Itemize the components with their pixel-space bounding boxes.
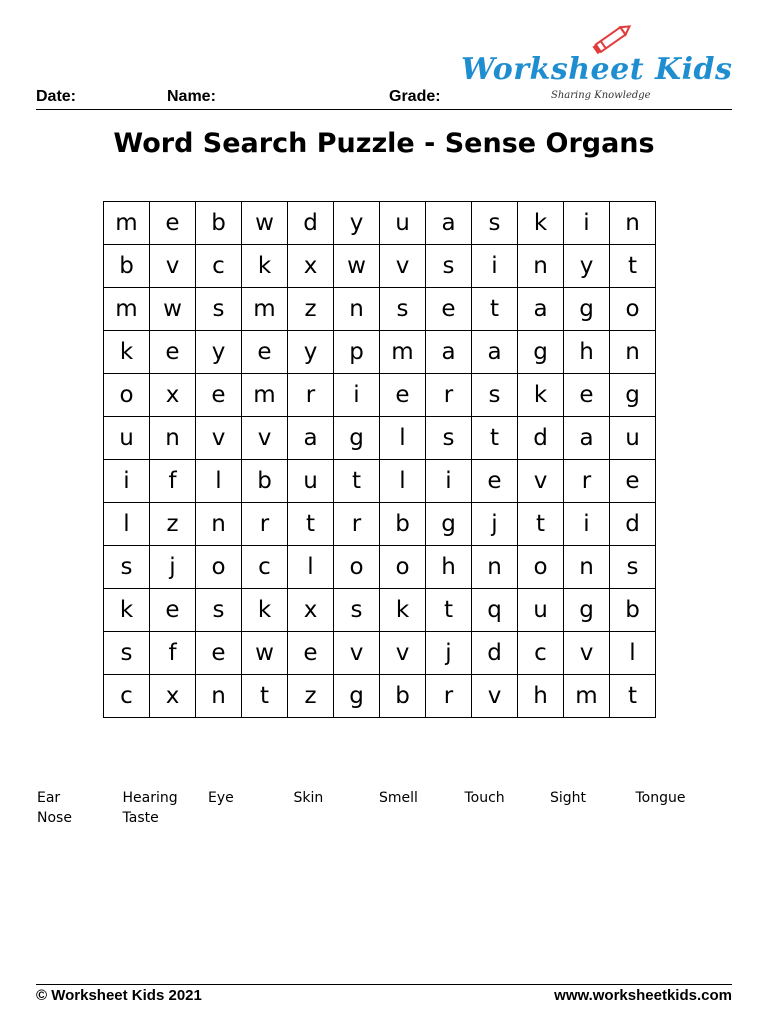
- grid-cell: g: [334, 675, 380, 718]
- grid-cell: q: [472, 589, 518, 632]
- grid-cell: e: [196, 374, 242, 417]
- grid-cell: e: [380, 374, 426, 417]
- word-list-item: Ear: [37, 790, 61, 806]
- grid-cell: x: [150, 675, 196, 718]
- grade-label: Grade:: [389, 88, 441, 105]
- footer-divider: [36, 984, 732, 985]
- grid-cell: v: [472, 675, 518, 718]
- grid-cell: a: [426, 202, 472, 245]
- grid-cell: b: [610, 589, 656, 632]
- grid-cell: t: [610, 245, 656, 288]
- grid-cell: s: [334, 589, 380, 632]
- word-list-item: Touch: [464, 790, 505, 806]
- grid-cell: f: [150, 632, 196, 675]
- grid-cell: i: [564, 202, 610, 245]
- word-list-item: Sight: [550, 790, 587, 806]
- grid-cell: e: [150, 331, 196, 374]
- grid-cell: z: [288, 675, 334, 718]
- grid-row: [104, 417, 656, 460]
- grid-cell: l: [610, 632, 656, 675]
- grid-cell: n: [610, 331, 656, 374]
- grid-cell: t: [334, 460, 380, 503]
- grid-cell: t: [472, 288, 518, 331]
- grid-cell: i: [334, 374, 380, 417]
- grid-cell: e: [150, 589, 196, 632]
- grid-cell: e: [426, 288, 472, 331]
- grid-cell: v: [150, 245, 196, 288]
- grid-cell: e: [150, 202, 196, 245]
- grid-cell: e: [288, 632, 334, 675]
- grid-cell: a: [288, 417, 334, 460]
- grid-cell: t: [288, 503, 334, 546]
- grid-cell: l: [196, 460, 242, 503]
- grid-cell: e: [472, 460, 518, 503]
- grid-cell: m: [564, 675, 610, 718]
- grid-cell: g: [518, 331, 564, 374]
- grid-cell: w: [334, 245, 380, 288]
- grid-cell: a: [472, 331, 518, 374]
- grid-cell: g: [610, 374, 656, 417]
- grid-cell: s: [196, 589, 242, 632]
- grid-cell: m: [104, 288, 150, 331]
- grid-row: [104, 546, 656, 589]
- grid-cell: c: [196, 245, 242, 288]
- grid-cell: u: [104, 417, 150, 460]
- grid-cell: n: [564, 546, 610, 589]
- grid-cell: g: [334, 417, 380, 460]
- date-label: Date:: [36, 88, 77, 105]
- grid-cell: s: [196, 288, 242, 331]
- word-list-item: Nose: [37, 810, 72, 826]
- grid-cell: b: [196, 202, 242, 245]
- grid-cell: v: [334, 632, 380, 675]
- grid-cell: o: [610, 288, 656, 331]
- grid-row: [104, 331, 656, 374]
- worksheet-kids-logo: [461, 18, 731, 108]
- grid-cell: k: [380, 589, 426, 632]
- grid-cell: a: [426, 331, 472, 374]
- grid-row: [104, 632, 656, 675]
- page-title: Word Search Puzzle - Sense Organs: [113, 128, 655, 159]
- grid-cell: e: [242, 331, 288, 374]
- grid-row: [104, 675, 656, 718]
- grid-cell: n: [150, 417, 196, 460]
- word-list-item: Smell: [379, 790, 418, 806]
- grid-cell: t: [426, 589, 472, 632]
- grid-cell: s: [610, 546, 656, 589]
- grid-cell: h: [564, 331, 610, 374]
- grid-cell: t: [472, 417, 518, 460]
- grid-cell: k: [242, 589, 288, 632]
- grid-cell: y: [564, 245, 610, 288]
- grid-cell: n: [610, 202, 656, 245]
- name-label: Name:: [167, 88, 216, 105]
- word-list-item: Eye: [208, 790, 234, 806]
- grid-cell: b: [380, 503, 426, 546]
- grid-cell: w: [150, 288, 196, 331]
- grid-cell: s: [104, 546, 150, 589]
- grid-cell: s: [472, 202, 518, 245]
- logo-tagline: Sharing Knowledge: [551, 90, 651, 101]
- grid-cell: u: [380, 202, 426, 245]
- grid-cell: c: [518, 632, 564, 675]
- grid-cell: m: [104, 202, 150, 245]
- grid-cell: r: [564, 460, 610, 503]
- logo-title: Worksheet Kids: [461, 52, 733, 87]
- grid-row: [104, 460, 656, 503]
- grid-cell: r: [334, 503, 380, 546]
- grid-cell: k: [104, 589, 150, 632]
- grid-cell: b: [380, 675, 426, 718]
- grid-row: [104, 288, 656, 331]
- grid-row: [104, 374, 656, 417]
- word-list: [37, 790, 727, 826]
- grid-cell: j: [426, 632, 472, 675]
- grid-cell: i: [104, 460, 150, 503]
- grid-cell: z: [150, 503, 196, 546]
- grid-cell: s: [426, 245, 472, 288]
- grid-cell: v: [196, 417, 242, 460]
- grid-cell: r: [242, 503, 288, 546]
- grid-cell: u: [518, 589, 564, 632]
- grid-cell: t: [518, 503, 564, 546]
- grid-cell: b: [104, 245, 150, 288]
- word-search-grid: [103, 201, 656, 718]
- grid-cell: e: [610, 460, 656, 503]
- grid-cell: g: [564, 288, 610, 331]
- grid-cell: g: [426, 503, 472, 546]
- grid-cell: y: [334, 202, 380, 245]
- grid-cell: d: [288, 202, 334, 245]
- grid-cell: l: [380, 417, 426, 460]
- footer-website: www.worksheetkids.com: [554, 987, 732, 1004]
- grid-cell: k: [518, 374, 564, 417]
- grid-cell: v: [242, 417, 288, 460]
- grid-row: [104, 589, 656, 632]
- grid-cell: f: [150, 460, 196, 503]
- grid-cell: s: [426, 417, 472, 460]
- grid-cell: t: [610, 675, 656, 718]
- grid-cell: n: [196, 503, 242, 546]
- grid-cell: i: [426, 460, 472, 503]
- grid-cell: r: [288, 374, 334, 417]
- grid-cell: o: [196, 546, 242, 589]
- grid-cell: e: [564, 374, 610, 417]
- grid-cell: i: [564, 503, 610, 546]
- grid-cell: c: [242, 546, 288, 589]
- grid-cell: o: [334, 546, 380, 589]
- grid-cell: k: [242, 245, 288, 288]
- grid-cell: x: [150, 374, 196, 417]
- page-header: [36, 14, 732, 110]
- grid-cell: b: [242, 460, 288, 503]
- grid-cell: a: [518, 288, 564, 331]
- grid-cell: s: [472, 374, 518, 417]
- word-list-item: Taste: [122, 810, 159, 826]
- grid-cell: j: [150, 546, 196, 589]
- word-list-item: Tongue: [635, 790, 686, 806]
- grid-cell: v: [380, 632, 426, 675]
- grid-cell: h: [518, 675, 564, 718]
- grid-cell: o: [518, 546, 564, 589]
- grid-cell: d: [518, 417, 564, 460]
- grid-cell: e: [196, 632, 242, 675]
- grid-cell: l: [104, 503, 150, 546]
- grid-cell: r: [426, 675, 472, 718]
- grid-cell: u: [610, 417, 656, 460]
- grid-cell: v: [518, 460, 564, 503]
- grid-cell: s: [104, 632, 150, 675]
- grid-cell: c: [104, 675, 150, 718]
- grid-cell: o: [104, 374, 150, 417]
- word-list-item: Hearing: [122, 790, 178, 806]
- grid-cell: l: [288, 546, 334, 589]
- grid-cell: t: [242, 675, 288, 718]
- header-divider: [36, 109, 732, 110]
- grid-cell: i: [472, 245, 518, 288]
- grid-cell: o: [380, 546, 426, 589]
- grid-cell: j: [472, 503, 518, 546]
- grid-cell: k: [518, 202, 564, 245]
- grid-row: [104, 202, 656, 245]
- grid-cell: n: [334, 288, 380, 331]
- grid-cell: x: [288, 589, 334, 632]
- grid-cell: g: [564, 589, 610, 632]
- grid-cell: y: [288, 331, 334, 374]
- grid-cell: n: [196, 675, 242, 718]
- grid-cell: n: [472, 546, 518, 589]
- grid-cell: d: [472, 632, 518, 675]
- grid-cell: p: [334, 331, 380, 374]
- grid-cell: w: [242, 202, 288, 245]
- grid-cell: m: [380, 331, 426, 374]
- grid-cell: u: [288, 460, 334, 503]
- grid-cell: v: [380, 245, 426, 288]
- word-list-item: Skin: [293, 790, 324, 806]
- grid-cell: z: [288, 288, 334, 331]
- grid-row: [104, 503, 656, 546]
- grid-cell: h: [426, 546, 472, 589]
- grid-cell: a: [564, 417, 610, 460]
- footer-copyright: © Worksheet Kids 2021: [36, 987, 202, 1004]
- grid-cell: m: [242, 374, 288, 417]
- grid-cell: n: [518, 245, 564, 288]
- grid-cell: s: [380, 288, 426, 331]
- grid-cell: y: [196, 331, 242, 374]
- grid-cell: v: [564, 632, 610, 675]
- grid-cell: l: [380, 460, 426, 503]
- grid-cell: k: [104, 331, 150, 374]
- grid-cell: d: [610, 503, 656, 546]
- grid-row: [104, 245, 656, 288]
- grid-cell: m: [242, 288, 288, 331]
- grid-cell: x: [288, 245, 334, 288]
- grid-cell: w: [242, 632, 288, 675]
- grid-cell: r: [426, 374, 472, 417]
